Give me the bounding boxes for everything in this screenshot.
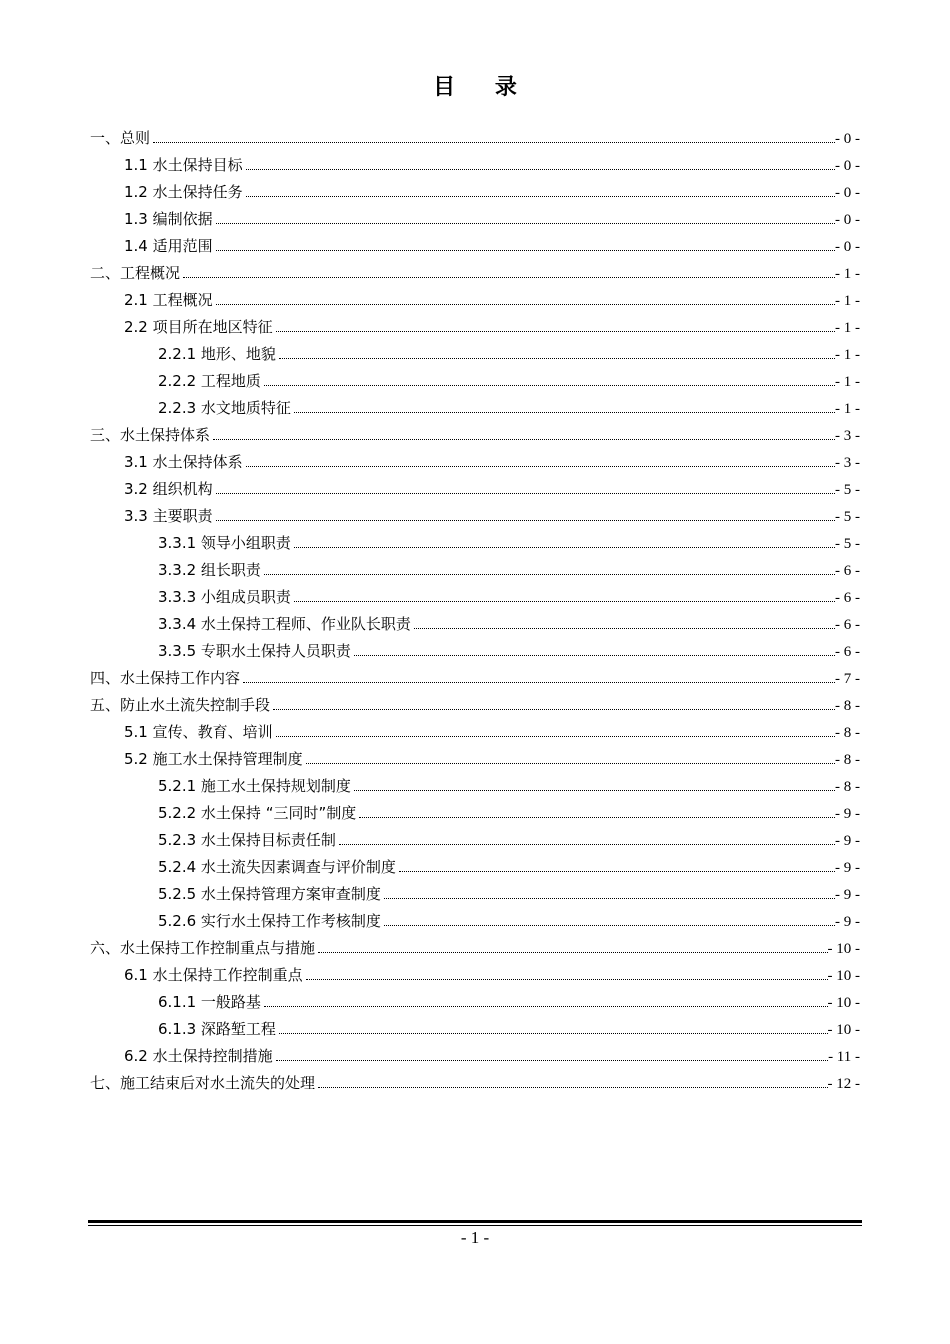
toc-dot-leader: [339, 844, 835, 845]
toc-entry[interactable]: [90, 638, 860, 665]
toc-dot-leader: [264, 574, 835, 575]
toc-entry-page: - 9 -: [835, 887, 860, 903]
toc-dot-leader: [264, 1006, 828, 1007]
toc-entry-text: 6.1.1 一般路基: [158, 993, 261, 1011]
toc-dot-leader: [276, 331, 835, 332]
toc-entry-page: - 5 -: [835, 536, 860, 552]
toc-entry[interactable]: [90, 368, 860, 395]
toc-entry[interactable]: [90, 179, 860, 206]
toc-entry-text: 2.2 项目所在地区特征: [124, 318, 273, 336]
toc-entry-text: 3.3.5 专职水土保持人员职责: [158, 642, 351, 660]
toc-dot-leader: [216, 520, 835, 521]
toc-entry-page: - 7 -: [835, 671, 860, 687]
toc-entry-page: - 6 -: [835, 590, 860, 606]
toc-entry-page: - 10 -: [827, 1022, 860, 1038]
toc-entry-page: - 6 -: [835, 563, 860, 579]
toc-dot-leader: [216, 250, 835, 251]
toc-entry[interactable]: [90, 800, 860, 827]
toc-dot-leader: [273, 709, 835, 710]
toc-entry[interactable]: [90, 719, 860, 746]
toc-entry-text: 2.2.2 工程地质: [158, 372, 261, 390]
toc-entry-text: 5.2.3 水土保持目标责任制: [158, 831, 336, 849]
toc-entry-page: - 5 -: [835, 482, 860, 498]
toc-entry-text: 2.2.1 地形、地貌: [158, 345, 276, 363]
toc-entry-page: - 0 -: [835, 239, 860, 255]
toc-entry[interactable]: [90, 611, 860, 638]
toc-entry[interactable]: [90, 692, 860, 719]
toc-dot-leader: [216, 304, 835, 305]
toc-entry-text: 3.3.4 水土保持工程师、作业队长职责: [158, 615, 411, 633]
toc-entry-text: 5.2.5 水土保持管理方案审查制度: [158, 885, 381, 903]
toc-entry-text: 七、施工结束后对水土流失的处理: [90, 1074, 316, 1092]
toc-dot-leader: [354, 790, 835, 791]
toc-entry-text: 二、工程概况: [90, 264, 181, 282]
toc-entry[interactable]: [90, 557, 860, 584]
toc-dot-leader: [318, 1087, 827, 1088]
toc-entry-page: - 9 -: [835, 806, 860, 822]
toc-entry-text: 3.1 水土保持体系: [124, 453, 243, 471]
toc-entry-text: 1.4 适用范围: [124, 237, 213, 255]
toc-entry[interactable]: [90, 881, 860, 908]
toc-dot-leader: [294, 601, 835, 602]
toc-entry-text: 3.3 主要职责: [124, 507, 213, 525]
toc-entry-text: 一、总则: [90, 129, 151, 147]
toc-entry[interactable]: [90, 665, 860, 692]
toc-entry-page: - 6 -: [835, 644, 860, 660]
toc-entry-page: - 3 -: [835, 428, 860, 444]
toc-entry-page: - 8 -: [835, 725, 860, 741]
toc-dot-leader: [246, 196, 835, 197]
toc-entry[interactable]: [90, 1070, 860, 1097]
toc-entry[interactable]: [90, 341, 860, 368]
toc-entry-text: 5.2.2 水土保持 “三同时”制度: [158, 804, 357, 822]
toc-entry-page: - 10 -: [827, 995, 860, 1011]
toc-entry-text: 三、水土保持体系: [90, 426, 211, 444]
toc-entry-text: 6.2 水土保持控制措施: [124, 1047, 273, 1065]
toc-dot-leader: [359, 817, 835, 818]
toc-entry[interactable]: [90, 989, 860, 1016]
toc-entry-page: - 12 -: [827, 1076, 860, 1092]
toc-dot-leader: [216, 493, 835, 494]
toc-entry-page: - 1 -: [835, 320, 860, 336]
toc-dot-leader: [414, 628, 835, 629]
toc-entry-page: - 10 -: [827, 968, 860, 984]
toc-entry-text: 1.1 水土保持目标: [124, 156, 243, 174]
toc-dot-leader: [243, 682, 835, 683]
toc-dot-leader: [216, 223, 835, 224]
toc-entry-page: - 1 -: [835, 401, 860, 417]
toc-entry-page: - 5 -: [835, 509, 860, 525]
toc-entry[interactable]: [90, 314, 860, 341]
toc-dot-leader: [279, 1033, 828, 1034]
toc-dot-leader: [276, 1060, 828, 1061]
toc-entry[interactable]: [90, 233, 860, 260]
footer-rule-thin: [88, 1225, 862, 1226]
toc-entry[interactable]: [90, 449, 860, 476]
toc-entry[interactable]: [90, 854, 860, 881]
toc-dot-leader: [354, 655, 835, 656]
toc-dot-leader: [264, 385, 835, 386]
toc-dot-leader: [246, 169, 835, 170]
toc-entry[interactable]: [90, 503, 860, 530]
toc-dot-leader: [183, 277, 835, 278]
toc-entry-text: 3.3.1 领导小组职责: [158, 534, 291, 552]
toc-entry[interactable]: [90, 773, 860, 800]
toc-entry-text: 5.2.4 水土流失因素调查与评价制度: [158, 858, 396, 876]
toc-entry-page: - 8 -: [835, 698, 860, 714]
toc-entry-text: 四、水土保持工作内容: [90, 669, 241, 687]
toc-dot-leader: [279, 358, 835, 359]
toc-dot-leader: [153, 142, 835, 143]
toc-entry-text: 2.2.3 水文地质特征: [158, 399, 291, 417]
toc-entry-page: - 0 -: [835, 158, 860, 174]
toc-entry-page: - 1 -: [835, 347, 860, 363]
toc-entry[interactable]: [90, 962, 860, 989]
toc-dot-leader: [318, 952, 827, 953]
toc-entry[interactable]: [90, 206, 860, 233]
toc-entry[interactable]: [90, 530, 860, 557]
toc-entry-text: 3.3.3 小组成员职责: [158, 588, 291, 606]
footer-rule-thick: [88, 1220, 862, 1223]
toc-entry-text: 5.2 施工水土保持管理制度: [124, 750, 303, 768]
toc-entry-page: - 1 -: [835, 374, 860, 390]
toc-entry[interactable]: [90, 287, 860, 314]
toc-entry-page: - 9 -: [835, 860, 860, 876]
toc-entry-page: - 11 -: [828, 1049, 860, 1065]
toc-entry-text: 3.3.2 组长职责: [158, 561, 261, 579]
toc-entry-text: 6.1.3 深路堑工程: [158, 1020, 276, 1038]
toc-entry-text: 6.1 水土保持工作控制重点: [124, 966, 303, 984]
toc-dot-leader: [246, 466, 835, 467]
toc-entry-text: 五、防止水土流失控制手段: [90, 696, 271, 714]
toc-entry[interactable]: [90, 1016, 860, 1043]
toc-entry[interactable]: [90, 827, 860, 854]
toc-entry-text: 1.3 编制依据: [124, 210, 213, 228]
toc-entry-page: - 1 -: [835, 293, 860, 309]
toc-entry-text: 2.1 工程概况: [124, 291, 213, 309]
toc-entry-page: - 6 -: [835, 617, 860, 633]
toc-dot-leader: [399, 871, 835, 872]
toc-entry-page: - 8 -: [835, 752, 860, 768]
toc-entry[interactable]: [90, 746, 860, 773]
toc-entry[interactable]: [90, 422, 860, 449]
toc-entry-page: - 1 -: [835, 266, 860, 282]
toc-entry[interactable]: [90, 125, 860, 152]
toc-entry-page: - 9 -: [835, 914, 860, 930]
toc-entry[interactable]: [90, 152, 860, 179]
toc-dot-leader: [306, 763, 835, 764]
toc-entry-text: 5.2.6 实行水土保持工作考核制度: [158, 912, 381, 930]
toc-entry-text: 5.1 宣传、教育、培训: [124, 723, 273, 741]
toc-entry-text: 3.2 组织机构: [124, 480, 213, 498]
toc-entry-page: - 0 -: [835, 212, 860, 228]
toc-entry-text: 1.2 水土保持任务: [124, 183, 243, 201]
toc-entry-page: - 3 -: [835, 455, 860, 471]
table-of-contents: [90, 125, 860, 1097]
toc-entry[interactable]: [90, 935, 860, 962]
toc-dot-leader: [213, 439, 835, 440]
page-number: - 1 -: [460, 1228, 490, 1247]
toc-dot-leader: [384, 898, 835, 899]
toc-entry-text: 5.2.1 施工水土保持规划制度: [158, 777, 351, 795]
toc-entry-page: - 9 -: [835, 833, 860, 849]
toc-dot-leader: [276, 736, 835, 737]
toc-entry[interactable]: [90, 476, 860, 503]
page-title: 目 录: [433, 75, 533, 100]
toc-entry[interactable]: [90, 395, 860, 422]
toc-dot-leader: [384, 925, 835, 926]
toc-entry-text: 六、水土保持工作控制重点与措施: [90, 939, 316, 957]
toc-dot-leader: [294, 547, 835, 548]
toc-dot-leader: [294, 412, 835, 413]
toc-dot-leader: [306, 979, 828, 980]
toc-entry-page: - 0 -: [835, 131, 860, 147]
toc-entry-page: - 0 -: [835, 185, 860, 201]
toc-entry[interactable]: [90, 260, 860, 287]
toc-entry-page: - 8 -: [835, 779, 860, 795]
toc-entry[interactable]: [90, 584, 860, 611]
toc-entry-page: - 10 -: [827, 941, 860, 957]
toc-entry[interactable]: [90, 1043, 860, 1070]
toc-entry[interactable]: [90, 908, 860, 935]
